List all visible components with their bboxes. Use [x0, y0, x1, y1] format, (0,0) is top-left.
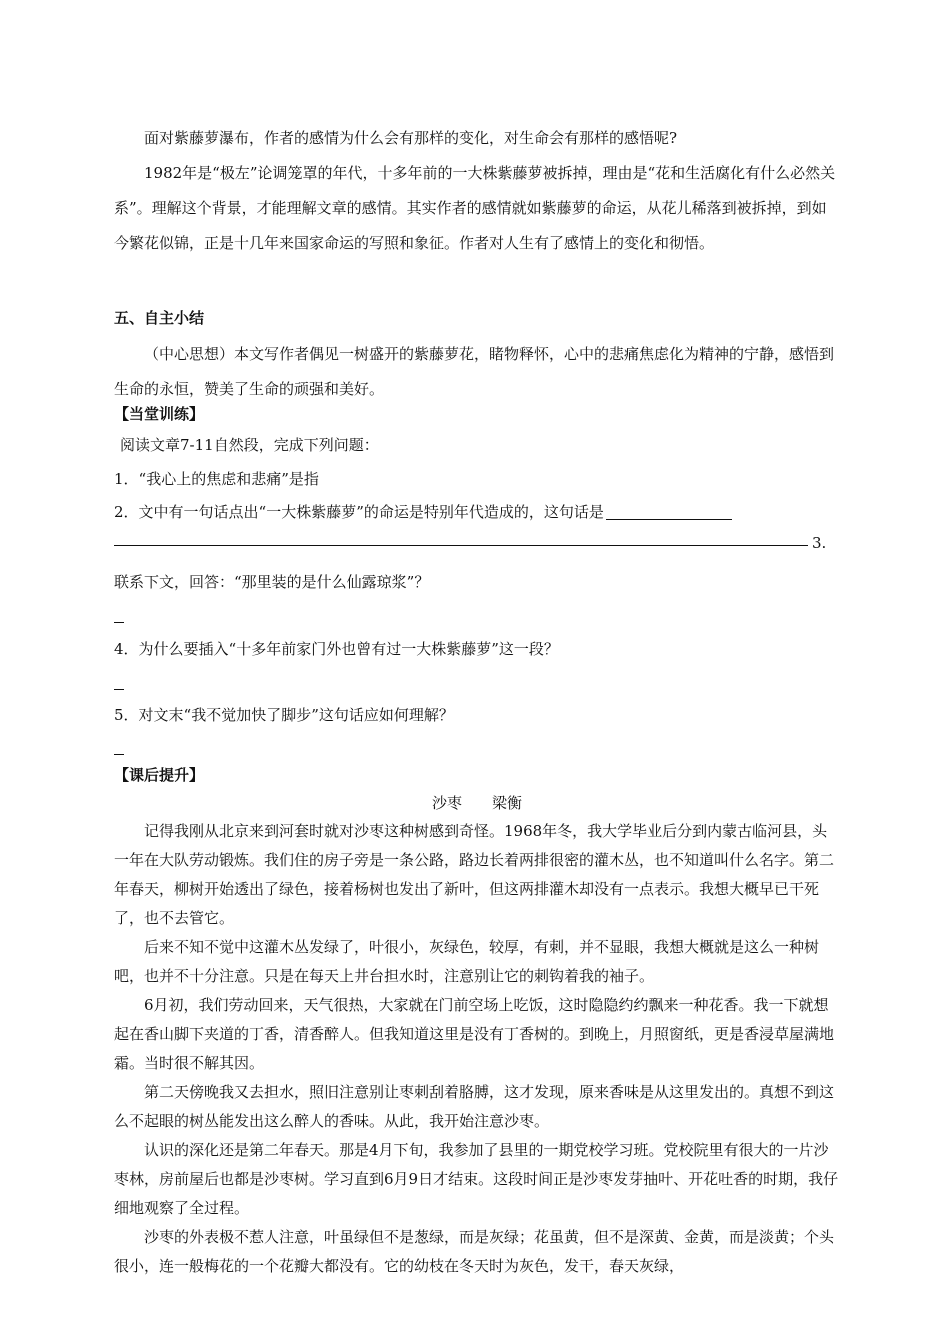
article-paragraph-5: 认识的深化还是第二年春天。那是4月下旬，我参加了县里的一期党校学习班。党校院里有很大的一片沙枣林，房前屋后也都是沙枣树。学习直到6月9日才结束。这段时间正是沙枣发芽抽叶、开花吐香的时期，我仔细地观察了全过程。	[114, 1141, 839, 1217]
question-paragraph: 面对紫藤萝瀑布，作者的感情为什么会有那样的变化，对生命会有那样的感悟呢?	[144, 129, 678, 147]
answer-dash-4[interactable]	[114, 689, 124, 690]
article-title: 沙枣 梁衡	[431, 794, 522, 812]
question-1: 1．“我心上的焦虑和悲痛”是指	[114, 470, 319, 488]
answer-blank-2[interactable]	[606, 503, 732, 520]
question-5: 5．对文末“我不觉加快了脚步”这句话应如何理解？	[114, 706, 454, 724]
extension-heading: 【课后提升】	[114, 766, 205, 784]
background-paragraph: 1982年是“极左”论调笼罩的年代，十多年前的一大株紫藤萝被拆掉，理由是“花和生活腐化有什么必然关系”。理解这个背景，才能理解文章的感情。其实作者的感情就如紫藤萝的命运，从花儿稀落到被拆掉，到如今繁花似锦，正是十几年来国家命运的写照和象征。作者对人生有了感情上的变化和彻悟。	[114, 164, 836, 252]
training-heading: 【当堂训练】	[114, 405, 205, 423]
article-paragraph-6: 沙枣的外表极不惹人注意，叶虽绿但不是葱绿，而是灰绿；花虽黄，但不是深黄、金黄，而是淡黄；个头很小，连一般梅花的一个花瓣大都没有。它的幼枝在冬天时为灰色，发干，春天灰绿，	[114, 1228, 835, 1275]
article-paragraph-4: 第二天傍晚我又去担水，照旧注意别让枣刺刮着胳膊，这才发现，原来香味是从这里发出的。真想不到这么不起眼的树丛能发出这么醉人的香味。从此，我开始注意沙枣。	[114, 1083, 835, 1130]
answer-line-2[interactable]	[114, 545, 808, 546]
article-paragraph-1: 记得我刚从北京来到河套时就对沙枣这种树感到奇怪。1968年冬，我大学毕业后分到内蒙古临河县，头一年在大队劳动锻炼。我们住的房子旁是一条公路，路边长着两排很密的灌木丛，也不知道叫什么名字。第二年春天，柳树开始透出了绿色，接着杨树也发出了新叶，但这两排灌木却没有一点表示。我想大概早已干死了，也不去管它。	[114, 822, 835, 927]
article-paragraph-3: 6月初，我们劳动回来，天气很热，大家就在门前空场上吃饭，这时隐隐约约飘来一种花香。我一下就想起在香山脚下夹道的丁香，清香醉人。但我知道这里是没有丁香树的。到晚上，月照窗纸，更是香浸草屋满地霜。当时很不解其因。	[114, 996, 835, 1072]
section-heading-summary: 五、自主小结	[114, 309, 205, 327]
training-instruction: 阅读文章7-11自然段，完成下列问题：	[120, 436, 379, 454]
summary-paragraph: （中心思想）本文写作者偶见一树盛开的紫藤萝花，睹物释怀，心中的悲痛焦虑化为精神的宁静，感悟到生命的永恒，赞美了生命的顽强和美好。	[114, 345, 835, 398]
question-2-text: 2．文中有一句话点出“一大株紫藤萝”的命运是特别年代造成的，这句话是	[114, 503, 604, 521]
article-paragraph-2: 后来不知不觉中这灌木丛发绿了，叶很小，灰绿色，较厚，有刺，并不显眼，我想大概就是这么一种树吧，也并不十分注意。只是在每天上井台担水时，注意别让它的刺钩着我的袖子。	[114, 938, 820, 985]
question-3-number: 3.	[812, 534, 827, 552]
question-2	[114, 498, 840, 526]
question-3: 联系下文，回答：“那里装的是什么仙露琼浆”？	[114, 573, 430, 591]
answer-dash-5[interactable]	[114, 754, 124, 755]
question-4: 4．为什么要插入“十多年前家门外也曾有过一大株紫藤萝”这一段？	[114, 640, 559, 658]
answer-dash-3[interactable]	[114, 622, 124, 623]
